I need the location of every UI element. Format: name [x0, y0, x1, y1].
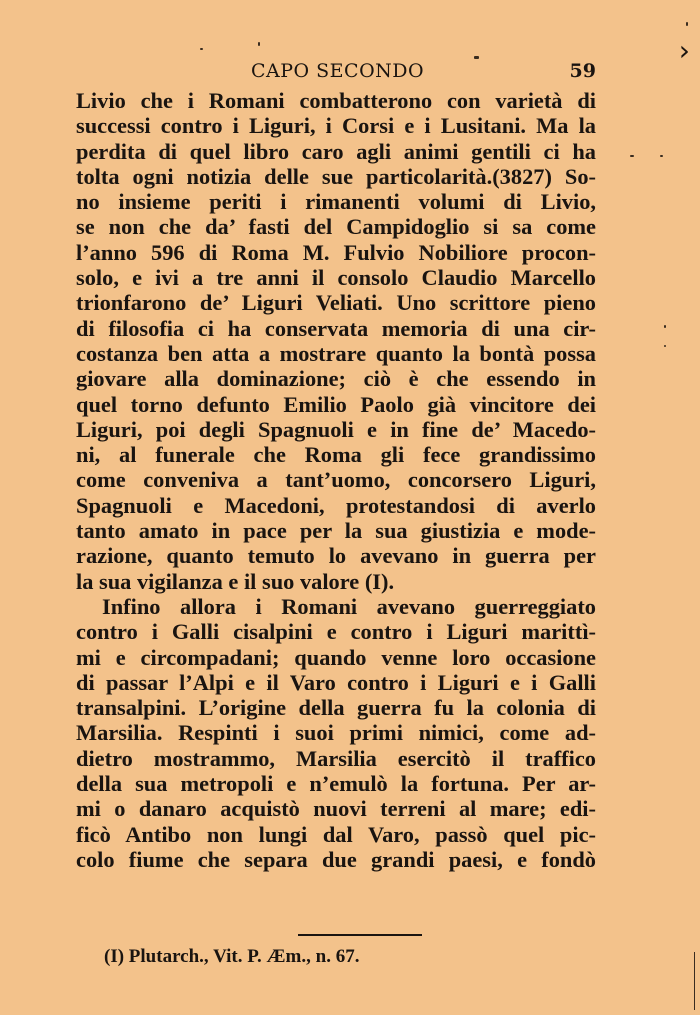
running-title: CAPO SECONDO [251, 60, 425, 82]
paragraph-start-line: Infino allora i Romani avevano guerreggiato [102, 593, 596, 619]
text-line: contro i Galli cisalpini e contro i Liguri marittì- [76, 619, 596, 645]
text-line: Marsilia. Respinti i suoi primi nimici, come ad- [76, 720, 596, 746]
text-line: quel torno defunto Emilio Paolo già vincitore dei [76, 391, 596, 417]
margin-mark: › [678, 34, 690, 67]
text-line: Spagnuoli e Macedoni, protestandosi di averlo [76, 492, 596, 518]
text-line: dietro mostrammo, Marsilia esercitò il traffico [76, 745, 596, 771]
text-line: l’anno 596 di Roma M. Fulvio Nobiliore procon- [76, 239, 596, 265]
text-line: perdita di quel libro caro agli animi gentili ci ha [76, 138, 596, 164]
footnote: (I) Plutarch., Vit. P. Æm., n. 67. [104, 946, 360, 967]
ink-speck [630, 155, 634, 157]
ink-speck [660, 155, 663, 157]
text-line: giovare alla dominazione; ciò è che essendo in [76, 366, 596, 392]
text-line: ni, al funerale che Roma gli fece grandissimo [76, 442, 596, 468]
ink-speck [664, 345, 666, 347]
text-line: no insieme periti i rimanenti volumi di Livio, [76, 189, 596, 215]
ink-speck [474, 56, 479, 59]
text-line: costanza ben atta a mostrare quanto la bontà possa [76, 340, 596, 366]
text-line: successi contro i Liguri, i Corsi e i Lusitani. Ma la [76, 113, 596, 139]
body-text [76, 88, 596, 872]
ink-speck [686, 22, 688, 26]
text-line: Livio che i Romani combatterono con varietà di [76, 88, 596, 113]
text-line: tolta ogni notizia delle sue particolarità.(3827) So- [76, 163, 596, 189]
text-line: mi e circompadani; quando venne loro occasione [76, 644, 596, 670]
text-line: colo fiume che separa due grandi paesi, e fondò [76, 846, 596, 872]
ink-speck [664, 325, 666, 328]
page-number: 59 [569, 60, 596, 82]
text-line: di filosofia ci ha conservata memoria di una cir- [76, 315, 596, 341]
text-line: solo, e ivi a tre anni il consolo Claudio Marcello [76, 265, 596, 291]
text-line: di passar l’Alpi e il Varo contro i Liguri e i Galli [76, 669, 596, 695]
text-line: della sua metropoli e n’emulò la fortuna. Per ar- [76, 771, 596, 797]
page-header [76, 60, 596, 90]
text-line: ficò Antibo non lungi dal Varo, passò quel pic- [76, 821, 596, 847]
text-line: se non che da’ fasti del Campidoglio si sa come [76, 214, 596, 240]
page-edge-line [694, 952, 695, 1010]
text-line: tanto amato in pace per la sua giustizia e mode- [76, 518, 596, 544]
text-line: razione, quanto temuto lo avevano in guerra per [76, 543, 596, 569]
paragraph-end-line: la sua vigilanza e il suo valore (I). [76, 568, 395, 594]
text-line: mi o danaro acquistò nuovi terreni al mare; edi- [76, 796, 596, 822]
ink-speck [258, 42, 260, 46]
ink-speck [200, 48, 203, 50]
text-line: Liguri, poi degli Spagnuoli e in fine de’ Macedo- [76, 416, 596, 442]
text-line: transalpini. L’origine della guerra fu la colonia di [76, 695, 596, 721]
text-line: trionfarono de’ Liguri Veliati. Uno scrittore pieno [76, 290, 596, 316]
text-line: come conveniva a tant’uomo, concorsero Liguri, [76, 467, 596, 493]
footnote-rule [298, 934, 422, 936]
